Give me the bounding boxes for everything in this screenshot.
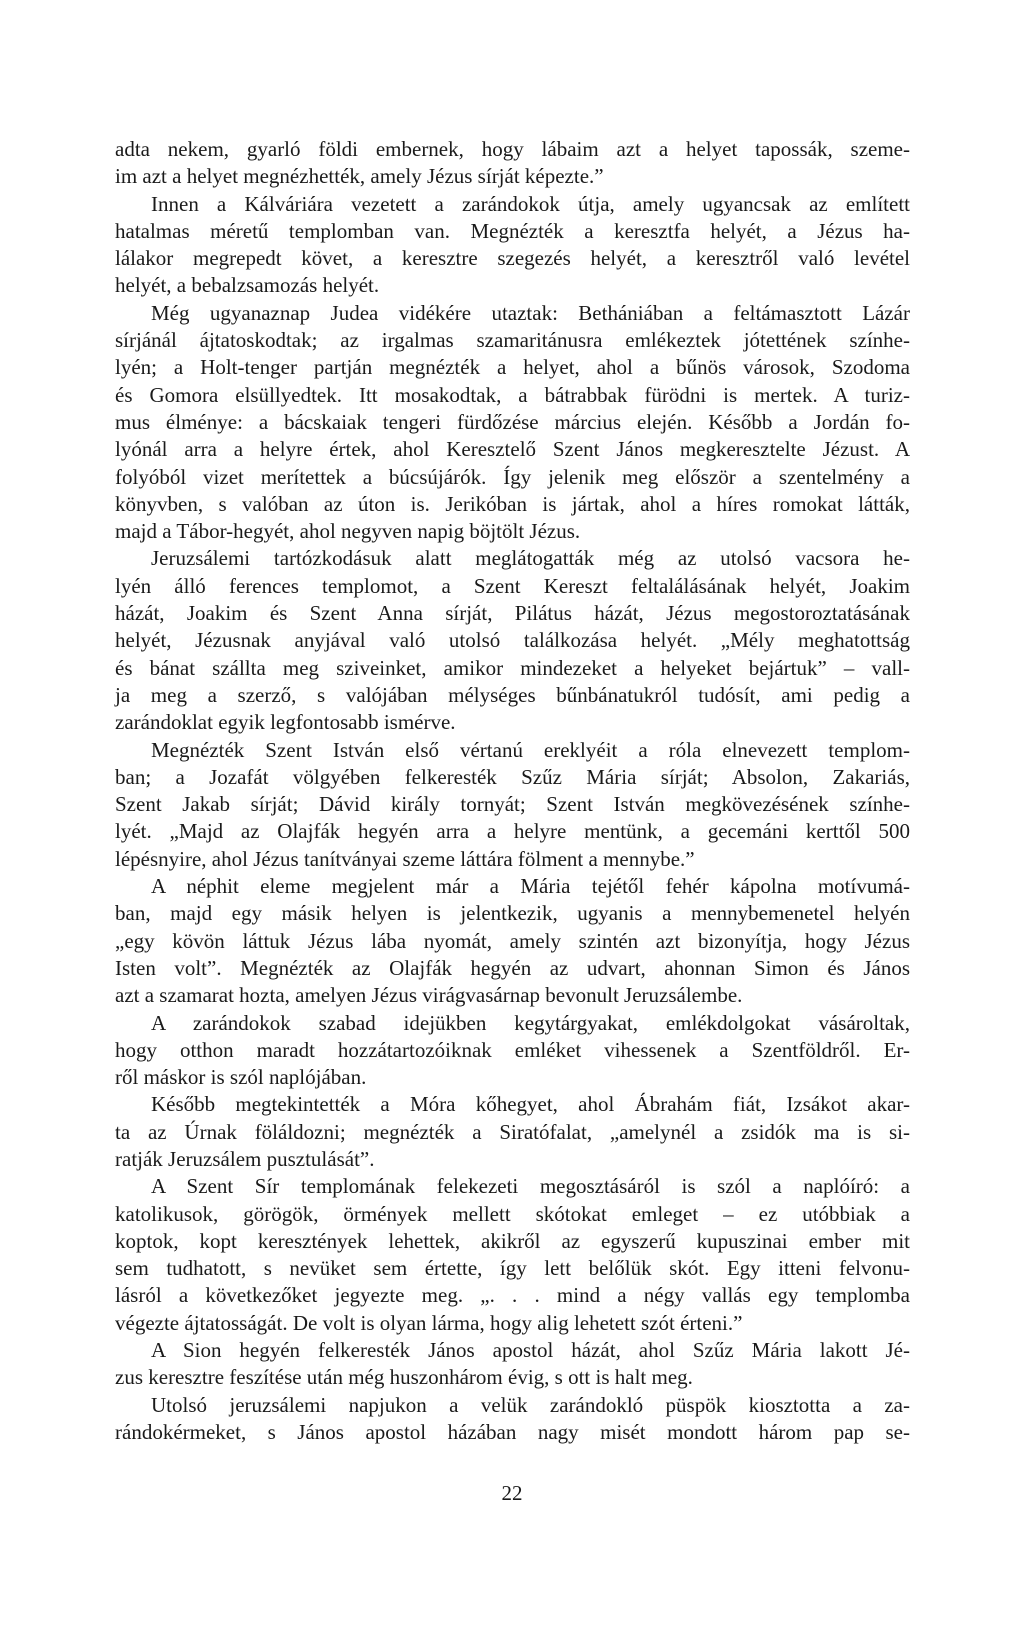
text-line: Megnézték Szent István első vértanú ereklyéit a róla elnevezett templom- xyxy=(151,737,910,762)
text-line: helyét, a bebalzsamozás helyét. xyxy=(115,273,380,298)
text-line: adta nekem, gyarló földi embernek, hogy lábaim azt a helyet tapossák, szeme- xyxy=(115,137,910,161)
text-line: A Szent Sír templomának felekezeti megosztásáról is szól a naplóíró: a xyxy=(151,1174,910,1199)
text-line: rándokérmeket, s János apostol házában nagy misét mondott három pap se- xyxy=(115,1419,910,1444)
text-line: katolikusok, görögök, örmények mellett skótokat emleget – ez utóbbiak a xyxy=(115,1201,910,1226)
text-line: végezte ájtatosságát. De volt is olyan lárma, hogy alig lehetett szót érteni.” xyxy=(115,1310,743,1335)
text-line: helyét, Jézusnak anyjával való utolsó találkozása helyét. „Mély meghatottság xyxy=(115,628,910,653)
text-line: A zarándokok szabad idejükben kegytárgyakat, emlékdolgokat vásároltak, xyxy=(151,1010,910,1035)
text-line: ről máskor is szól naplójában. xyxy=(115,1065,367,1090)
text-line: lálakor megrepedt követ, a keresztre szegezés helyét, a keresztről való levétel xyxy=(115,246,910,271)
text-line: Később megtekintették a Móra kőhegyet, ahol Ábrahám fiát, Izsákot akar- xyxy=(151,1092,910,1117)
text-line: azt a szamarat hozta, amelyen Jézus virágvasárnap bevonult Jeruzsálembe. xyxy=(115,983,743,1008)
text-line: zarándoklat egyik legfontosabb ismérve. xyxy=(115,710,456,735)
text-line: zus keresztre feszítése után még huszonhárom évig, s ott is halt meg. xyxy=(115,1365,693,1390)
text-line: sírjánál ájtatoskodtak; az irgalmas szamaritánusra emlékeztek jótettének színhe- xyxy=(115,328,910,353)
text-line: és bánat szállta meg sziveinket, amikor mindezeket a helyeket bejártuk” – vall- xyxy=(115,655,910,680)
text-line: Innen a Kálváriára vezetett a zarándokok útja, amely ugyancsak az említett xyxy=(151,191,910,216)
text-line: ban, majd egy másik helyen is jelentkezik, ugyanis a mennybemenetel helyén xyxy=(115,901,910,926)
page-number: 22 xyxy=(501,1481,523,1505)
text-line: sem tudhatott, s nevüket sem értette, így lett belőlük skót. Egy itteni felvonu- xyxy=(115,1256,910,1281)
text-line: házát, Joakim és Szent Anna sírját, Pilátus házát, Jézus megostoroztatásának xyxy=(115,601,910,626)
text-line: hogy otthon maradt hozzátartozóiknak emléket vihessenek a Szentföldről. Er- xyxy=(115,1037,910,1062)
text-line: im azt a helyet megnézhették, amely Jézus sírját képezte.” xyxy=(115,164,604,189)
text-line: könyvben, s valóban az úton is. Jerikóban is jártak, ahol a híres romokat látták, xyxy=(115,491,910,516)
text-line: és Gomora elsüllyedtek. Itt mosakodtak, a bátrabbak fürödni is mertek. A turiz- xyxy=(115,382,910,407)
text-line: Isten volt”. Megnézték az Olajfák hegyén az udvart, ahonnan Simon és János xyxy=(115,955,910,980)
text-line: koptok, kopt keresztények lehettek, akikről az egyszerű kupuszinai ember mit xyxy=(115,1228,910,1253)
text-line: ratják Jeruzsálem pusztulását”. xyxy=(115,1146,375,1171)
text-line: Utolsó jeruzsálemi napjukon a velük zarándokló püspök kiosztotta a za- xyxy=(151,1392,910,1417)
text-line: lyónál arra a helyre értek, ahol Keresztelő Szent János megkeresztelte Jézust. A xyxy=(115,437,910,462)
text-line: lyén álló ferences templomot, a Szent Kereszt feltalálásának helyét, Joakim xyxy=(115,573,910,598)
text-line: hatalmas méretű templomban van. Megnézték a keresztfa helyét, a Jézus ha- xyxy=(115,218,910,243)
body-text xyxy=(115,136,910,1446)
text-line: ja meg a szerző, s valójában mélységes bűnbánatukról tudósít, ami pedig a xyxy=(115,682,910,707)
text-line: A Sion hegyén felkeresték János apostol házát, ahol Szűz Mária lakott Jé- xyxy=(151,1338,910,1363)
text-line: ban; a Jozafát völgyében felkeresték Szűz Mária sírját; Absolon, Zakariás, xyxy=(115,764,910,789)
text-line: majd a Tábor-hegyét, ahol negyven napig böjtölt Jézus. xyxy=(115,519,581,544)
text-line: „egy kövön láttuk Jézus lába nyomát, amely szintén azt bizonyítja, hogy Jézus xyxy=(115,928,910,953)
text-line: lyén; a Holt-tenger partján megnézték a helyet, ahol a bűnös városok, Szodoma xyxy=(115,355,910,380)
text-line: lépésnyire, ahol Jézus tanítványai szeme láttára fölment a mennybe.” xyxy=(115,846,695,871)
text-line: A néphit eleme megjelent már a Mária tejétől fehér kápolna motívumá- xyxy=(151,874,910,899)
text-line: Jeruzsálemi tartózkodásuk alatt meglátogatták még az utolsó vacsora he- xyxy=(151,546,910,571)
text-line: lásról a következőket jegyezte meg. „. . . mind a négy vallás egy templomba xyxy=(115,1283,910,1308)
text-line: Még ugyanaznap Judea vidékére utaztak: Bethániában a feltámasztott Lázár xyxy=(151,300,910,325)
text-line: ta az Úrnak föláldozni; megnézték a Siratófalat, „amelynél a zsidók ma is si- xyxy=(115,1119,910,1144)
text-line: lyét. „Majd az Olajfák hegyén arra a helyre mentünk, a gecemáni kerttől 500 xyxy=(115,819,910,844)
text-line: Szent Jakab sírját; Dávid király tornyát; Szent István megkövezésének színhe- xyxy=(115,792,910,817)
text-line: folyóból vizet merítettek a búcsújárók. Így jelenik meg először a szentelmény a xyxy=(115,464,910,489)
text-line: mus élménye: a bácskaiak tengeri fürdőzése március elején. Később a Jordán fo- xyxy=(115,409,910,434)
